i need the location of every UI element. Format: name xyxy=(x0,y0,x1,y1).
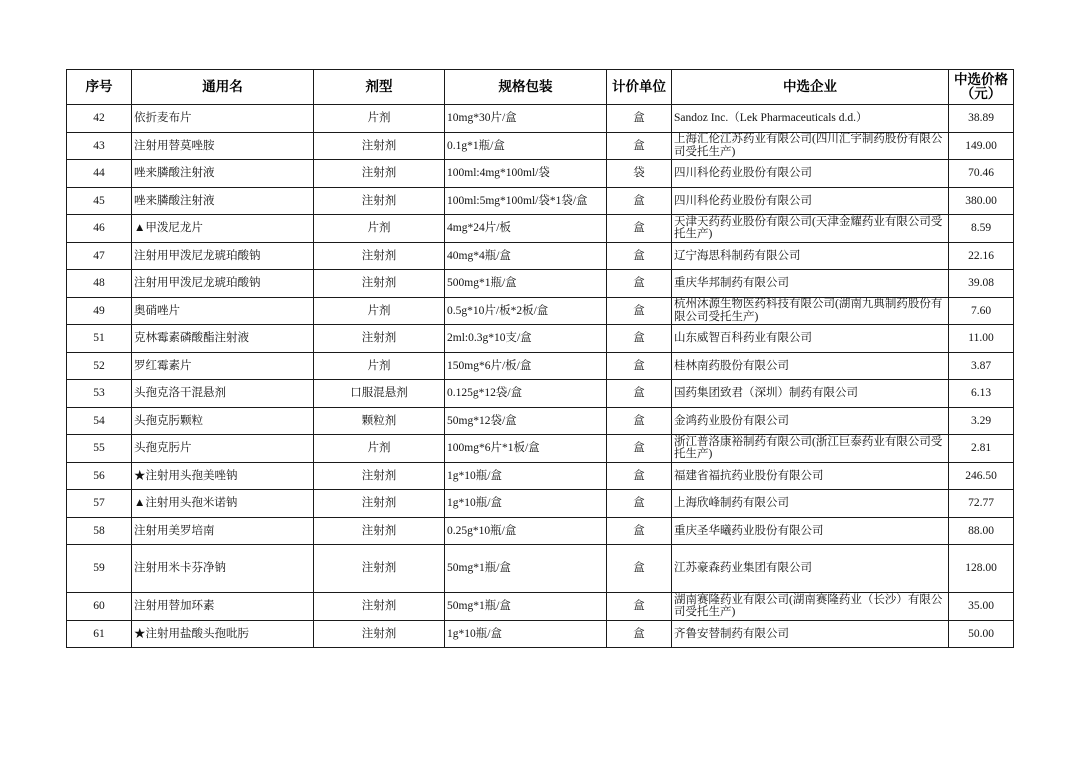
cell-dosage-form: 注射剂 xyxy=(314,462,445,490)
table-row xyxy=(67,297,1014,325)
cell-selected-price: 3.29 xyxy=(949,407,1014,435)
cell-generic-name: ▲甲泼尼龙片 xyxy=(132,215,314,243)
cell-selected-company: 上海欣峰制药有限公司 xyxy=(672,490,949,518)
table-row xyxy=(67,215,1014,243)
cell-pricing-unit: 盒 xyxy=(607,325,672,353)
cell-serial-no: 51 xyxy=(67,325,132,353)
cell-serial-no: 49 xyxy=(67,297,132,325)
cell-generic-name: 注射用美罗培南 xyxy=(132,517,314,545)
cell-serial-no: 59 xyxy=(67,545,132,593)
cell-dosage-form: 片剂 xyxy=(314,105,445,133)
cell-dosage-form: 注射剂 xyxy=(314,325,445,353)
cell-selected-price: 149.00 xyxy=(949,132,1014,160)
cell-selected-company: 天津天药药业股份有限公司(天津金耀药业有限公司受托生产) xyxy=(672,215,949,243)
cell-selected-price: 6.13 xyxy=(949,380,1014,408)
cell-selected-price: 11.00 xyxy=(949,325,1014,353)
cell-selected-price: 70.46 xyxy=(949,160,1014,188)
cell-pricing-unit: 盒 xyxy=(607,545,672,593)
cell-serial-no: 43 xyxy=(67,132,132,160)
cell-serial-no: 54 xyxy=(67,407,132,435)
cell-pricing-unit: 盒 xyxy=(607,435,672,463)
cell-spec-package: 100ml:5mg*100ml/袋*1袋/盒 xyxy=(445,187,607,215)
table-row xyxy=(67,462,1014,490)
cell-spec-package: 1g*10瓶/盒 xyxy=(445,462,607,490)
cell-dosage-form: 片剂 xyxy=(314,215,445,243)
table-row xyxy=(67,517,1014,545)
cell-pricing-unit: 袋 xyxy=(607,160,672,188)
header-row xyxy=(67,70,1014,105)
procurement-table xyxy=(66,69,1014,648)
cell-selected-price: 380.00 xyxy=(949,187,1014,215)
cell-dosage-form: 口服混悬剂 xyxy=(314,380,445,408)
cell-pricing-unit: 盒 xyxy=(607,380,672,408)
cell-spec-package: 40mg*4瓶/盒 xyxy=(445,242,607,270)
cell-serial-no: 48 xyxy=(67,270,132,298)
cell-generic-name: ★注射用盐酸头孢吡肟 xyxy=(132,620,314,648)
cell-selected-company: 福建省福抗药业股份有限公司 xyxy=(672,462,949,490)
cell-serial-no: 55 xyxy=(67,435,132,463)
cell-spec-package: 500mg*1瓶/盒 xyxy=(445,270,607,298)
cell-dosage-form: 注射剂 xyxy=(314,490,445,518)
cell-serial-no: 61 xyxy=(67,620,132,648)
cell-generic-name: 头孢克肟颗粒 xyxy=(132,407,314,435)
cell-selected-price: 246.50 xyxy=(949,462,1014,490)
cell-serial-no: 46 xyxy=(67,215,132,243)
cell-selected-company: 浙江普洛康裕制药有限公司(浙江巨泰药业有限公司受托生产) xyxy=(672,435,949,463)
table-row xyxy=(67,545,1014,593)
cell-serial-no: 47 xyxy=(67,242,132,270)
table-row xyxy=(67,105,1014,133)
table-row xyxy=(67,242,1014,270)
header-selected-company: 中选企业 xyxy=(672,70,949,105)
cell-selected-price: 2.81 xyxy=(949,435,1014,463)
cell-spec-package: 0.1g*1瓶/盒 xyxy=(445,132,607,160)
cell-generic-name: ▲注射用头孢米诺钠 xyxy=(132,490,314,518)
cell-generic-name: 唑来膦酸注射液 xyxy=(132,160,314,188)
cell-serial-no: 58 xyxy=(67,517,132,545)
cell-generic-name: 唑来膦酸注射液 xyxy=(132,187,314,215)
cell-spec-package: 100ml:4mg*100ml/袋 xyxy=(445,160,607,188)
table-row xyxy=(67,407,1014,435)
cell-pricing-unit: 盒 xyxy=(607,242,672,270)
cell-selected-price: 39.08 xyxy=(949,270,1014,298)
table-row xyxy=(67,490,1014,518)
cell-selected-price: 128.00 xyxy=(949,545,1014,593)
header-serial-no: 序号 xyxy=(67,70,132,105)
cell-spec-package: 4mg*24片/板 xyxy=(445,215,607,243)
cell-dosage-form: 注射剂 xyxy=(314,242,445,270)
cell-spec-package: 150mg*6片/板/盒 xyxy=(445,352,607,380)
table-row xyxy=(67,593,1014,621)
table-row xyxy=(67,620,1014,648)
cell-pricing-unit: 盒 xyxy=(607,517,672,545)
cell-pricing-unit: 盒 xyxy=(607,215,672,243)
table-row xyxy=(67,270,1014,298)
cell-selected-company: 金鸿药业股份有限公司 xyxy=(672,407,949,435)
cell-pricing-unit: 盒 xyxy=(607,620,672,648)
cell-generic-name: 依折麦布片 xyxy=(132,105,314,133)
table-row xyxy=(67,160,1014,188)
cell-dosage-form: 颗粒剂 xyxy=(314,407,445,435)
cell-selected-company: 桂林南药股份有限公司 xyxy=(672,352,949,380)
cell-selected-price: 7.60 xyxy=(949,297,1014,325)
table-row xyxy=(67,352,1014,380)
cell-selected-price: 3.87 xyxy=(949,352,1014,380)
cell-dosage-form: 片剂 xyxy=(314,297,445,325)
cell-selected-price: 50.00 xyxy=(949,620,1014,648)
cell-selected-company: 国药集团致君（深圳）制药有限公司 xyxy=(672,380,949,408)
cell-spec-package: 0.25g*10瓶/盒 xyxy=(445,517,607,545)
cell-pricing-unit: 盒 xyxy=(607,490,672,518)
cell-pricing-unit: 盒 xyxy=(607,187,672,215)
table-header xyxy=(67,70,1014,105)
cell-dosage-form: 注射剂 xyxy=(314,270,445,298)
cell-generic-name: 注射用甲泼尼龙琥珀酸钠 xyxy=(132,242,314,270)
cell-selected-price: 22.16 xyxy=(949,242,1014,270)
table-row xyxy=(67,187,1014,215)
header-pricing-unit: 计价单位 xyxy=(607,70,672,105)
cell-selected-company: Sandoz Inc.（Lek Pharmaceuticals d.d.） xyxy=(672,105,949,133)
header-selected-price: 中选价格（元） xyxy=(949,70,1014,105)
cell-spec-package: 50mg*12袋/盒 xyxy=(445,407,607,435)
cell-selected-company: 四川科伦药业股份有限公司 xyxy=(672,187,949,215)
table-row xyxy=(67,132,1014,160)
cell-generic-name: 头孢克肟片 xyxy=(132,435,314,463)
cell-dosage-form: 片剂 xyxy=(314,352,445,380)
cell-selected-company: 齐鲁安替制药有限公司 xyxy=(672,620,949,648)
cell-selected-company: 重庆圣华曦药业股份有限公司 xyxy=(672,517,949,545)
cell-serial-no: 52 xyxy=(67,352,132,380)
cell-selected-company: 重庆华邦制药有限公司 xyxy=(672,270,949,298)
cell-spec-package: 0.125g*12袋/盒 xyxy=(445,380,607,408)
cell-selected-price: 35.00 xyxy=(949,593,1014,621)
cell-serial-no: 45 xyxy=(67,187,132,215)
cell-generic-name: ★注射用头孢美唑钠 xyxy=(132,462,314,490)
cell-selected-company: 辽宁海思科制药有限公司 xyxy=(672,242,949,270)
cell-spec-package: 1g*10瓶/盒 xyxy=(445,490,607,518)
cell-spec-package: 50mg*1瓶/盒 xyxy=(445,593,607,621)
cell-spec-package: 2ml:0.3g*10支/盒 xyxy=(445,325,607,353)
cell-serial-no: 44 xyxy=(67,160,132,188)
table-row xyxy=(67,325,1014,353)
cell-spec-package: 10mg*30片/盒 xyxy=(445,105,607,133)
cell-spec-package: 100mg*6片*1板/盒 xyxy=(445,435,607,463)
cell-pricing-unit: 盒 xyxy=(607,297,672,325)
cell-dosage-form: 注射剂 xyxy=(314,132,445,160)
cell-serial-no: 57 xyxy=(67,490,132,518)
cell-selected-company: 山东威智百科药业有限公司 xyxy=(672,325,949,353)
cell-selected-price: 8.59 xyxy=(949,215,1014,243)
cell-selected-company: 四川科伦药业股份有限公司 xyxy=(672,160,949,188)
cell-generic-name: 奥硝唑片 xyxy=(132,297,314,325)
cell-serial-no: 56 xyxy=(67,462,132,490)
cell-generic-name: 罗红霉素片 xyxy=(132,352,314,380)
header-generic-name: 通用名 xyxy=(132,70,314,105)
cell-generic-name: 注射用替加环素 xyxy=(132,593,314,621)
cell-dosage-form: 注射剂 xyxy=(314,545,445,593)
cell-serial-no: 53 xyxy=(67,380,132,408)
cell-spec-package: 0.5g*10片/板*2板/盒 xyxy=(445,297,607,325)
cell-dosage-form: 注射剂 xyxy=(314,593,445,621)
cell-pricing-unit: 盒 xyxy=(607,270,672,298)
cell-spec-package: 50mg*1瓶/盒 xyxy=(445,545,607,593)
cell-selected-price: 88.00 xyxy=(949,517,1014,545)
cell-spec-package: 1g*10瓶/盒 xyxy=(445,620,607,648)
cell-serial-no: 60 xyxy=(67,593,132,621)
header-spec-package: 规格包装 xyxy=(445,70,607,105)
cell-dosage-form: 注射剂 xyxy=(314,160,445,188)
cell-dosage-form: 片剂 xyxy=(314,435,445,463)
table-body xyxy=(67,105,1014,648)
table-row xyxy=(67,380,1014,408)
cell-selected-company: 上海汇伦江苏药业有限公司(四川汇宇制药股份有限公司受托生产) xyxy=(672,132,949,160)
cell-selected-company: 杭州沐源生物医药科技有限公司(湖南九典制药股份有限公司受托生产) xyxy=(672,297,949,325)
cell-selected-price: 72.77 xyxy=(949,490,1014,518)
cell-dosage-form: 注射剂 xyxy=(314,620,445,648)
cell-serial-no: 42 xyxy=(67,105,132,133)
cell-pricing-unit: 盒 xyxy=(607,407,672,435)
cell-generic-name: 克林霉素磷酸酯注射液 xyxy=(132,325,314,353)
cell-dosage-form: 注射剂 xyxy=(314,517,445,545)
cell-pricing-unit: 盒 xyxy=(607,593,672,621)
cell-selected-company: 江苏豪森药业集团有限公司 xyxy=(672,545,949,593)
cell-generic-name: 注射用甲泼尼龙琥珀酸钠 xyxy=(132,270,314,298)
header-dosage-form: 剂型 xyxy=(314,70,445,105)
cell-pricing-unit: 盒 xyxy=(607,132,672,160)
cell-pricing-unit: 盒 xyxy=(607,462,672,490)
cell-pricing-unit: 盒 xyxy=(607,105,672,133)
cell-generic-name: 注射用替莫唑胺 xyxy=(132,132,314,160)
cell-selected-price: 38.89 xyxy=(949,105,1014,133)
cell-generic-name: 注射用米卡芬净钠 xyxy=(132,545,314,593)
cell-selected-company: 湖南赛隆药业有限公司(湖南赛隆药业（长沙）有限公司受托生产) xyxy=(672,593,949,621)
table-row xyxy=(67,435,1014,463)
cell-dosage-form: 注射剂 xyxy=(314,187,445,215)
cell-generic-name: 头孢克洛干混悬剂 xyxy=(132,380,314,408)
cell-pricing-unit: 盒 xyxy=(607,352,672,380)
